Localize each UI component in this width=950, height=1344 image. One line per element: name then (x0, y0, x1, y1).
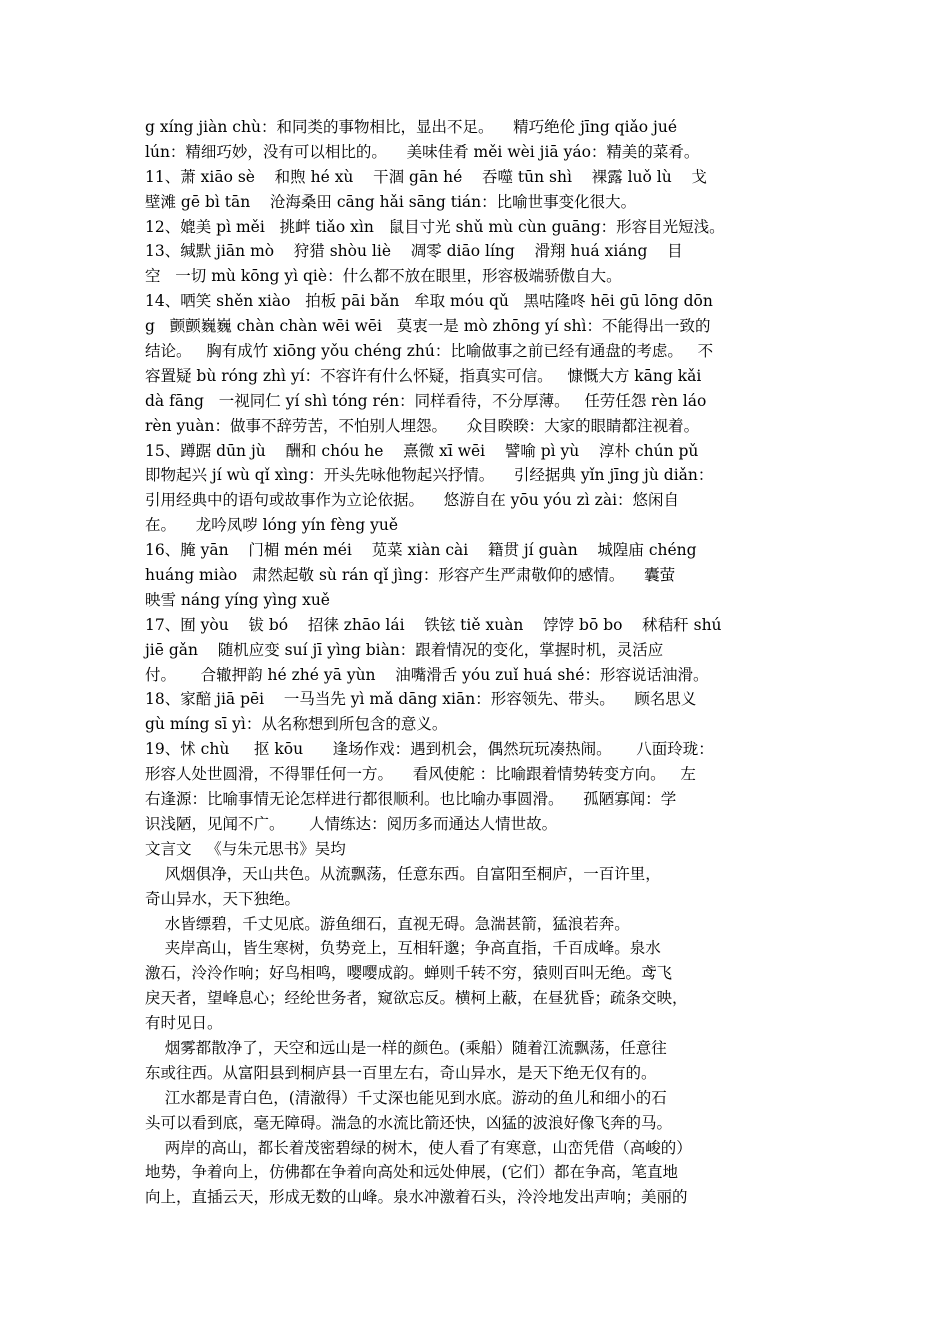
text-line: 18、家醅 jiā pēi 一马当先 yì mǎ dāng xiān：形容领先、带头。 顾名思义 (145, 690, 697, 709)
text-line: 付。 合辙押韵 hé zhé yā yùn 油嘴滑舌 yóu zuǐ huá shé：形容说话油滑。 (145, 665, 709, 684)
text-line: 水皆缥碧，千丈见底。游鱼细石，直视无碍。急湍甚箭，猛浪若奔。 (145, 914, 630, 933)
text-line: 右逢源：比喻事情无论怎样进行都很顺利。也比喻办事圆滑。 孤陋寡闻：学 (145, 790, 677, 809)
text-line: 风烟俱净，天山共色。从流飘荡，任意东西。自富阳至桐庐，一百许里， (145, 864, 661, 883)
text-line: 17、囿 yòu 钹 bó 招徕 zhāo lái 铁铉 tiě xuàn 饽饽 bō bo 秫秸秆 shú (145, 615, 722, 634)
text-line: 有时见日。 (145, 1014, 223, 1033)
text-line: 12、媲美 pì měi 挑衅 tiǎo xìn 鼠目寸光 shǔ mù cùn guāng：形容目光短浅。 (145, 217, 725, 236)
text-line: 空 一切 mù kōng yì qiè：什么都不放在眼里，形容极端骄傲自大。 (145, 267, 622, 286)
text-line: 16、腌 yān 门楣 mén méi 苋菜 xiàn cài 籍贯 jí guàn 城隍庙 chéng (145, 541, 697, 560)
text-line: rèn yuàn：做事不辞劳苦，不怕别人埋怨。 众目睽睽：大家的眼睛都注视着。 (145, 416, 700, 435)
text-line: g xíng jiàn chù：和同类的事物相比，显出不足。 精巧绝伦 jīng qiǎo jué (145, 118, 678, 136)
text-line: 戾天者，望峰息心；经纶世务者，窥欲忘反。横柯上蔽，在昼犹昏；疏条交映， (145, 989, 688, 1008)
section-heading: 文言文 《与朱元思书》吴均 (145, 839, 346, 858)
text-line: 映雪 náng yíng yìng xuě (145, 590, 330, 609)
text-line: lún：精细巧妙，没有可以相比的。 美味佳肴 měi wèi jiā yáo：精美的菜肴。 (145, 142, 700, 161)
text-line: 19、怵 chù 抠 kōu 逢场作戏：遇到机会，偶然玩玩凑热闹。 八面玲珑： (145, 740, 714, 759)
text-line: 奇山异水，天下独绝。 (145, 889, 301, 908)
text-line: 15、蹲踞 dūn jù 酬和 chóu he 熹微 xī wēi 譬喻 pì yù 淳朴 chún pǔ (145, 441, 699, 460)
text-line: 头可以看到底，毫无障碍。湍急的水流比箭还快，凶猛的波浪好像飞奔的马。 (145, 1113, 673, 1132)
text-line: 江水都是青白色，(清澈得）千丈深也能见到水底。游动的鱼儿和细小的石 (145, 1088, 667, 1107)
text-line: 11、萧 xiāo sè 和煦 hé xù 干涸 gān hé 吞噬 tūn shì 裸露 luǒ lù 戈 (145, 167, 707, 186)
text-line: g 颤颤巍巍 chàn chàn wēi wēi 莫衷一是 mò zhōng yí shì：不能得出一致的 (145, 317, 711, 336)
text-line: 两岸的高山，都长着茂密碧绿的树木，使人看了有寒意，山峦凭借（高峻的） (145, 1138, 692, 1157)
text-line: 即物起兴 jí wù qǐ xìng：开头先咏他物起兴抒情。 引经据典 yǐn jīng jù diǎn： (145, 466, 714, 485)
text-line: 在。 龙吟凤哕 lóng yín fèng yuě (145, 516, 399, 535)
text-line: 烟雾都散净了，天空和远山是一样的颜色。(乘船）随着江流飘荡，任意往 (145, 1038, 667, 1057)
text-line: 地势，争着向上，仿佛都在争着向高处和远处伸展，(它们）都在争高，笔直地 (145, 1163, 679, 1182)
text-line: 壁滩 gē bì tān 沧海桑田 cāng hǎi sāng tián：比喻世事变化很大。 (145, 192, 637, 211)
text-line: dà fāng 一视同仁 yí shì tóng rén：同样看待，不分厚薄。 任劳任怨 rèn láo (145, 391, 707, 410)
text-line: 夹岸高山，皆生寒树，负势竞上，互相轩邈；争高直指，千百成峰。泉水 (145, 939, 661, 958)
text-line: 结论。 胸有成竹 xiōng yǒu chéng zhú：比喻做事之前已经有通盘的考虑。 不 (145, 342, 714, 361)
text-line: jiē gǎn 随机应变 suí jī yìng biàn：跟着情况的变化，掌握时机，灵活应 (145, 640, 664, 659)
text-line: 形容人处世圆滑，不得罪任何一方。 看风使舵 ：比喻跟着情势转变方向。 左 (145, 765, 696, 784)
text-line: 东或往西。从富阳县到桐庐县一百里左右，奇山异水，是天下绝无仅有的。 (145, 1063, 657, 1082)
text-line: 向上，直插云天，形成无数的山峰。泉水冲激着石头，泠泠地发出声响；美丽的 (145, 1188, 688, 1207)
text-line: 激石，泠泠作响；好鸟相鸣，嘤嘤成韵。蝉则千转不穷，猿则百叫无绝。鸢飞 (145, 964, 673, 983)
text-line: gù míng sī yì：从名称想到所包含的意义。 (145, 715, 448, 734)
text-line: 引用经典中的语句或故事作为立论依据。 悠游自在 yōu yóu zì zài：悠闲自 (145, 491, 680, 510)
text-line: 14、哂笑 shěn xiào 拍板 pāi bǎn 牟取 móu qǔ 黑咕隆咚 hēi gū lōng dōn (145, 292, 713, 311)
text-line: huáng miào 肃然起敬 sù rán qǐ jìng：形容产生严肃敬仰的感情。 囊萤 (145, 566, 676, 585)
document-page (145, 115, 810, 1210)
text-line: 13、缄默 jiān mò 狩猎 shòu liè 凋零 diāo líng 滑翔 huá xiáng 目 (145, 242, 683, 261)
text-line: 容置疑 bù róng zhì yí：不容许有什么怀疑，指真实可信。 慷慨大方 kāng kǎi (145, 366, 702, 385)
text-line: 识浅陋，见闻不广。 人情练达：阅历多而通达人情世故。 (145, 814, 558, 833)
